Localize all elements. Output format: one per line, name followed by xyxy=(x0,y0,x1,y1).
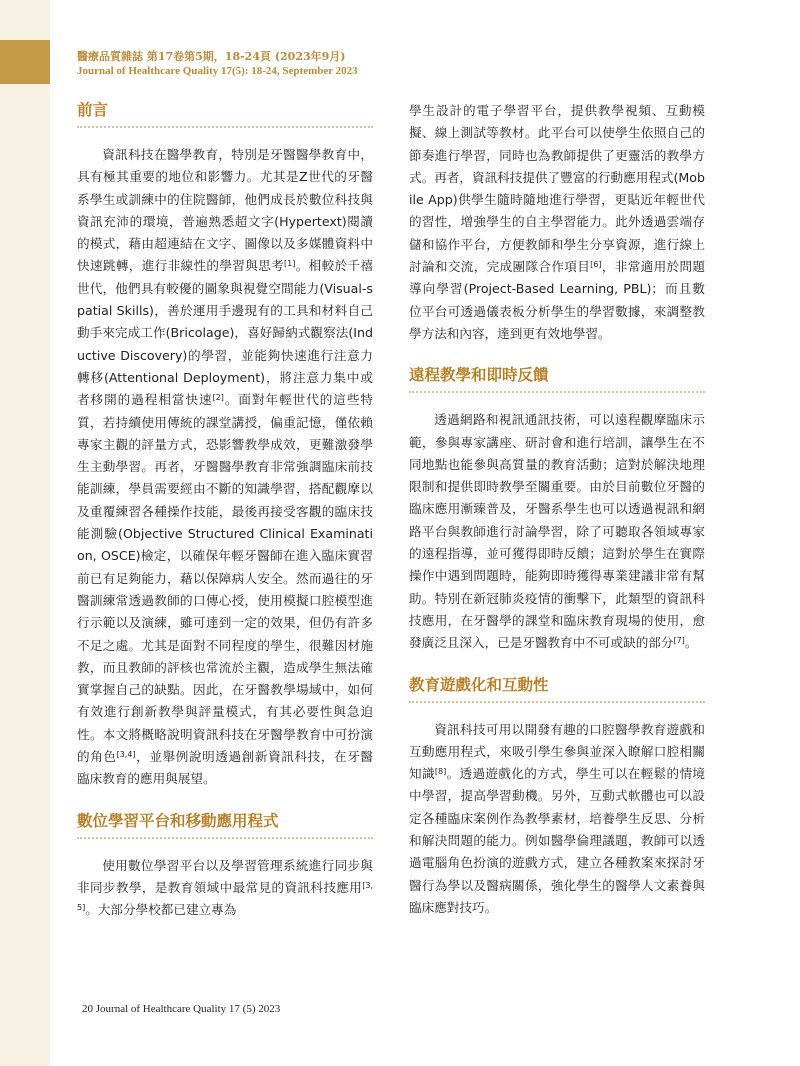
section-divider xyxy=(77,126,373,128)
text-run: ，非常適用於問題導向學習(Project-Based Learning, PBL)；而且數位平台可透過儀表板分析學生的學習數據，來調整教學方法和內容，達到更有效地學習。 xyxy=(409,259,706,341)
text-run: 使用數位學習平台以及學習管理系統進行同步與非同步教學，是教育領域中最常見的資訊科技應用 xyxy=(77,857,373,895)
section-heading-gamification: 教育遊戲化和互動性 xyxy=(409,675,549,694)
left-column xyxy=(77,100,373,922)
paragraph-digital-platform-cont xyxy=(409,100,705,345)
text-run: 。面對年輕世代的這些特質，若持續使用傳統的課堂講授，偏重記憶，僅依賴專家主觀的評量方式，恐影響教學成效，更難激發學生主動學習。再者，牙醫醫學教育非常強調臨床前技能訓練，學員需要經由不斷的知識學習，搭配觀摩以及重覆練習各種操作技能，最後再接受客觀的臨床技能測驗(Objective Structured Clinical Examination, OSCE)檢定，以確保年輕牙醫師在進入臨床實習前已有足夠能力，藉以保障病人安全。然而過往的牙醫訓練常透過教師的口傳心授，使用模擬口腔模型進行示範以及演練，雖可達到一定的效果，但仍有許多不足之處。尤其是面對不同程度的學生，很難因材施教，而且教師的評核也常流於主觀，造成學生無法確實掌握自己的缺點。因此，在牙醫教學場域中，如何有效進行創新教學與評量模式，有其必要性與急迫性。本文將概略說明資訊科技在牙醫學教育中可扮演的角色 xyxy=(77,392,374,765)
citation-ref: [8] xyxy=(434,767,447,777)
text-run: 。透過遊戲化的方式，學生可以在輕鬆的情境中學習，提高學習動機。另外，互動式軟體也可以設定各種臨床案例作為教學素材，培養學生反思、分析和解決問題的能力。例如醫學倫理議題，教師可以透過電腦角色扮演的遊戲方式，建立各種教案來探討牙醫行為學以及醫病關係，強化學生的醫學人文素養與臨床應對技巧。 xyxy=(409,766,706,915)
right-column xyxy=(409,100,705,919)
text-run: 資訊科技可用以開發有趣的口腔醫學教育遊戲和互動應用程式，來吸引學生參與並深入瞭解口腔相關知識 xyxy=(409,721,705,782)
page-footer: 20 Journal of Healthcare Quality 17 (5) 2023 xyxy=(82,1003,281,1015)
header-citation-zh: 醫療品質雜誌 第17卷第5期，18-24頁 (2023年9月) xyxy=(77,50,346,63)
section-heading-digital-platform: 數位學習平台和移動應用程式 xyxy=(77,811,279,830)
paragraph-gamification xyxy=(409,719,705,920)
section-divider xyxy=(409,391,705,393)
text-run: 。 xyxy=(684,635,698,651)
text-run: 資訊科技在醫學教育，特別是牙醫醫學教育中，具有極其重要的地位和影響力。尤其是Z世代的牙醫系學生或訓練中的住院醫師，他們成長於數位科技與資訊充沛的環境，普遍熟悉超文字(Hypertext)閱讀的模式，藉由超連結在文字、圖像以及多媒體資料中快速跳轉，進行非線性的學習與思考 xyxy=(77,147,373,274)
text-run: 。相較於千禧世代，他們具有較優的圖象與視覺空間能力(Visual-spatial Skills)，善於運用手邊現有的工具和材料自己動手來完成工作(Bricolage)，喜好歸納式觀察法(Inductive Discovery)的學習，並能夠快速進行注意力轉移(Attentional Deployment)，將注意力集中或者移開的過程相當快速 xyxy=(77,258,374,408)
text-run: ，並舉例說明透過創新資訊科技，在牙醫臨床教育的應用與展望。 xyxy=(77,749,374,787)
section-divider xyxy=(409,701,705,703)
citation-ref: [2] xyxy=(212,393,224,403)
citation-ref: [3,5] xyxy=(77,880,373,913)
citation-ref: [7] xyxy=(673,636,685,646)
header-citation-en: Journal of Healthcare Quality 17(5): 18-24, September 2023 xyxy=(77,65,358,77)
paragraph-digital-platform xyxy=(77,855,373,922)
paragraph-remote-teaching xyxy=(409,409,705,654)
citation-ref: [1] xyxy=(284,259,296,269)
running-header xyxy=(77,50,358,78)
text-run: 。大部分學校都已建立專為 xyxy=(85,902,237,918)
paragraph-intro xyxy=(77,144,373,791)
section-heading-remote-teaching: 遠程教學和即時反饋 xyxy=(409,366,549,385)
page-margin-band xyxy=(0,0,50,1066)
section-divider xyxy=(77,837,373,839)
text-run: 透過網路和視訊通訊技術，可以遠程觀摩臨床示範，參與專家講座、研討會和進行培訓，讓學生在不同地點也能參與高質量的教育活動；這對於解決地理限制和提供即時教學至關重要。由於目前數位牙醫的臨床應用漸臻普及，牙醫系學生也可以透過視訊和網路平台與教師進行討論學習，除了可聽取各領域專家的遠程指導，並可獲得即時反饋；這對於學生在實際操作中遇到問題時，能夠即時獲得專業建議非常有幫助。特別在新冠肺炎疫情的衝擊下，此類型的資訊科技應用，在牙醫學的課堂和臨床教育現場的使用，愈發廣泛且深入，已是牙醫教育中不可或缺的部分 xyxy=(409,412,705,651)
journal-color-tab xyxy=(0,40,50,84)
section-heading-intro: 前言 xyxy=(77,101,109,119)
citation-ref: [6] xyxy=(590,260,602,270)
text-run: 學生設計的電子學習平台，提供教學視頻、互動模擬、線上測試等教材。此平台可以使學生依照自己的節奏進行學習，同時也為教師提供了更靈活的教學方式。再者，資訊科技提供了豐富的行動應用程式(Mobile App)供學生隨時隨地進行學習，更貼近年輕世代的習性，增強學生的自主學習能力。此外透過雲端存儲和協作平台，方便教師和學生分享資源，進行線上討論和交流，完成團隊合作項目 xyxy=(409,103,705,275)
citation-ref: [3,4] xyxy=(116,750,136,760)
